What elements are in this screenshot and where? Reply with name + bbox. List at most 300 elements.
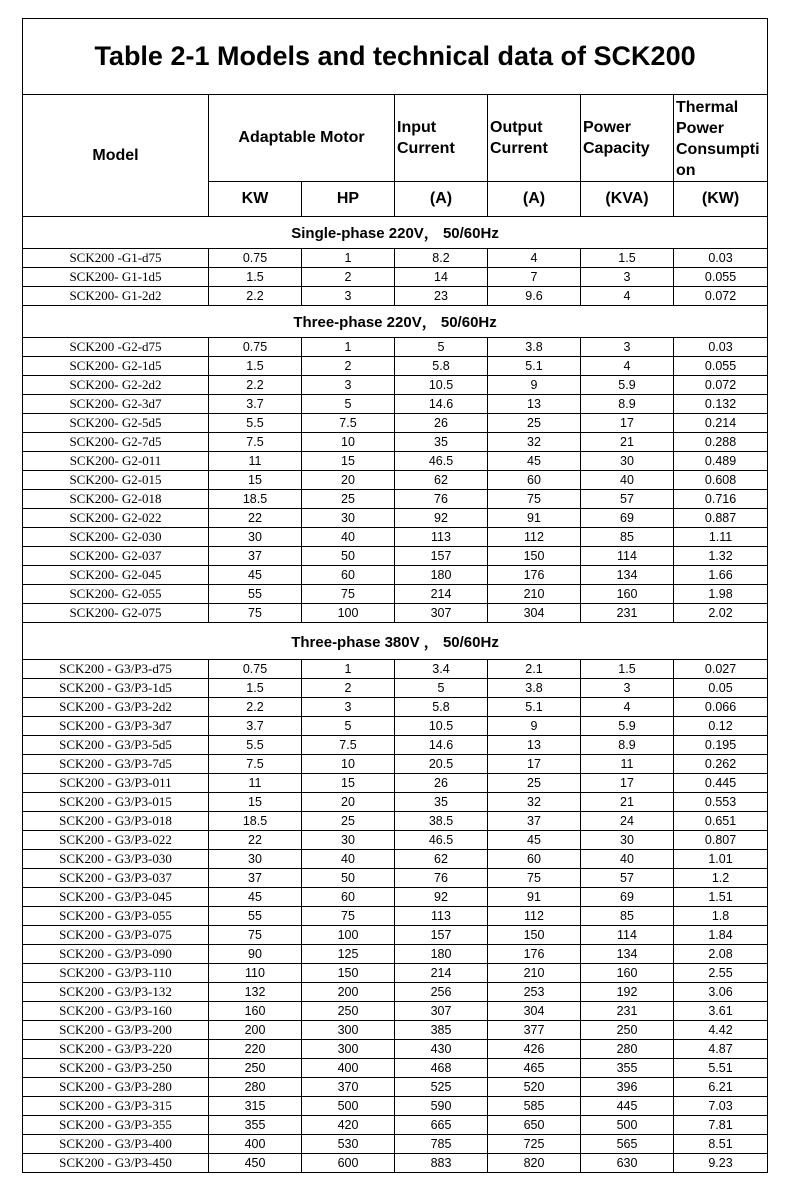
value-cell: 134	[581, 566, 674, 585]
value-cell: 11	[581, 755, 674, 774]
value-cell: 210	[488, 585, 581, 604]
value-cell: 468	[395, 1059, 488, 1078]
value-cell: 160	[581, 964, 674, 983]
model-cell: SCK200- G1-1d5	[23, 268, 209, 287]
value-cell: 9.6	[488, 287, 581, 306]
unit-input-a: (A)	[395, 182, 488, 217]
value-cell: 32	[488, 793, 581, 812]
value-cell: 3.61	[674, 1002, 768, 1021]
value-cell: 250	[302, 1002, 395, 1021]
table-row	[23, 376, 768, 395]
value-cell: 5	[395, 338, 488, 357]
value-cell: 3	[581, 338, 674, 357]
value-cell: 385	[395, 1021, 488, 1040]
value-cell: 62	[395, 850, 488, 869]
value-cell: 520	[488, 1078, 581, 1097]
model-cell: SCK200 - G3/P3-5d5	[23, 736, 209, 755]
value-cell: 0.445	[674, 774, 768, 793]
model-cell: SCK200- G2-5d5	[23, 414, 209, 433]
value-cell: 8.9	[581, 736, 674, 755]
value-cell: 430	[395, 1040, 488, 1059]
value-cell: 400	[209, 1135, 302, 1154]
value-cell: 0.608	[674, 471, 768, 490]
model-cell: SCK200- G2-2d2	[23, 376, 209, 395]
value-cell: 92	[395, 509, 488, 528]
value-cell: 14.6	[395, 395, 488, 414]
value-cell: 26	[395, 414, 488, 433]
value-cell: 210	[488, 964, 581, 983]
value-cell: 157	[395, 547, 488, 566]
value-cell: 1.5	[581, 660, 674, 679]
table-row	[23, 1135, 768, 1154]
value-cell: 112	[488, 528, 581, 547]
value-cell: 3	[302, 376, 395, 395]
value-cell: 9	[488, 376, 581, 395]
value-cell: 0.132	[674, 395, 768, 414]
header-model: Model	[23, 95, 209, 217]
value-cell: 4.87	[674, 1040, 768, 1059]
value-cell: 420	[302, 1116, 395, 1135]
table-row	[23, 585, 768, 604]
value-cell: 400	[302, 1059, 395, 1078]
value-cell: 22	[209, 831, 302, 850]
table-row	[23, 907, 768, 926]
model-cell: SCK200 - G3/P3-220	[23, 1040, 209, 1059]
model-cell: SCK200 - G3/P3-045	[23, 888, 209, 907]
header-power-capacity-l1: Power	[583, 119, 632, 136]
value-cell: 35	[395, 433, 488, 452]
value-cell: 45	[488, 452, 581, 471]
value-cell: 180	[395, 566, 488, 585]
header-thermal-l3: Consumpti	[676, 141, 760, 158]
value-cell: 307	[395, 604, 488, 623]
value-cell: 1.84	[674, 926, 768, 945]
model-cell: SCK200- G2-1d5	[23, 357, 209, 376]
model-cell: SCK200 - G3/P3-055	[23, 907, 209, 926]
value-cell: 100	[302, 604, 395, 623]
table-row	[23, 1059, 768, 1078]
value-cell: 3.7	[209, 717, 302, 736]
section-row	[23, 306, 768, 338]
value-cell: 15	[302, 452, 395, 471]
value-cell: 40	[581, 471, 674, 490]
model-cell: SCK200- G2-030	[23, 528, 209, 547]
value-cell: 37	[488, 812, 581, 831]
value-cell: 35	[395, 793, 488, 812]
value-cell: 192	[581, 983, 674, 1002]
value-cell: 0.03	[674, 338, 768, 357]
table-row	[23, 547, 768, 566]
value-cell: 0.262	[674, 755, 768, 774]
value-cell: 2	[302, 268, 395, 287]
value-cell: 214	[395, 585, 488, 604]
value-cell: 10.5	[395, 376, 488, 395]
value-cell: 160	[581, 585, 674, 604]
table-row	[23, 604, 768, 623]
value-cell: 22	[209, 509, 302, 528]
section-label: Three-phase 380V ， 50/60Hz	[23, 623, 768, 660]
value-cell: 8.51	[674, 1135, 768, 1154]
table-row	[23, 566, 768, 585]
value-cell: 160	[209, 1002, 302, 1021]
value-cell: 75	[488, 490, 581, 509]
table-row	[23, 249, 768, 268]
value-cell: 60	[488, 850, 581, 869]
value-cell: 231	[581, 1002, 674, 1021]
value-cell: 25	[488, 414, 581, 433]
model-cell: SCK200- G2-7d5	[23, 433, 209, 452]
value-cell: 113	[395, 907, 488, 926]
value-cell: 280	[581, 1040, 674, 1059]
value-cell: 377	[488, 1021, 581, 1040]
value-cell: 17	[581, 774, 674, 793]
value-cell: 3.7	[209, 395, 302, 414]
value-cell: 112	[488, 907, 581, 926]
value-cell: 2.1	[488, 660, 581, 679]
value-cell: 3.06	[674, 983, 768, 1002]
value-cell: 1.5	[209, 679, 302, 698]
value-cell: 23	[395, 287, 488, 306]
value-cell: 2	[302, 357, 395, 376]
value-cell: 30	[581, 452, 674, 471]
value-cell: 75	[302, 585, 395, 604]
value-cell: 650	[488, 1116, 581, 1135]
section-row	[23, 623, 768, 660]
value-cell: 30	[302, 831, 395, 850]
model-cell: SCK200 - G3/P3-022	[23, 831, 209, 850]
model-cell: SCK200 - G3/P3-037	[23, 869, 209, 888]
value-cell: 2.2	[209, 376, 302, 395]
value-cell: 5	[302, 717, 395, 736]
value-cell: 0.055	[674, 268, 768, 287]
value-cell: 7.5	[209, 433, 302, 452]
table-row	[23, 831, 768, 850]
value-cell: 2	[302, 679, 395, 698]
unit-output-a: (A)	[488, 182, 581, 217]
unit-kva: (KVA)	[581, 182, 674, 217]
value-cell: 1.2	[674, 869, 768, 888]
value-cell: 307	[395, 1002, 488, 1021]
value-cell: 0.055	[674, 357, 768, 376]
value-cell: 76	[395, 869, 488, 888]
model-cell: SCK200- G2-075	[23, 604, 209, 623]
value-cell: 17	[488, 755, 581, 774]
table-row	[23, 926, 768, 945]
value-cell: 0.072	[674, 287, 768, 306]
value-cell: 5.1	[488, 698, 581, 717]
value-cell: 32	[488, 433, 581, 452]
value-cell: 14.6	[395, 736, 488, 755]
value-cell: 0.214	[674, 414, 768, 433]
value-cell: 30	[581, 831, 674, 850]
model-cell: SCK200- G2-045	[23, 566, 209, 585]
table-row	[23, 1021, 768, 1040]
value-cell: 91	[488, 509, 581, 528]
value-cell: 585	[488, 1097, 581, 1116]
value-cell: 465	[488, 1059, 581, 1078]
value-cell: 1	[302, 338, 395, 357]
unit-hp: HP	[302, 182, 395, 217]
value-cell: 1.01	[674, 850, 768, 869]
model-cell: SCK200 - G3/P3-015	[23, 793, 209, 812]
model-cell: SCK200 - G3/P3-160	[23, 1002, 209, 1021]
model-cell: SCK200 - G3/P3-d75	[23, 660, 209, 679]
value-cell: 0.75	[209, 660, 302, 679]
header-power-capacity	[581, 95, 674, 182]
header-adaptable-motor: Adaptable Motor	[209, 95, 395, 182]
table-row	[23, 983, 768, 1002]
value-cell: 7.5	[302, 736, 395, 755]
table-title: Table 2-1 Models and technical data of SCK200	[23, 19, 768, 95]
header-thermal-l2: Power	[676, 120, 725, 137]
value-cell: 530	[302, 1135, 395, 1154]
value-cell: 590	[395, 1097, 488, 1116]
value-cell: 46.5	[395, 452, 488, 471]
value-cell: 665	[395, 1116, 488, 1135]
value-cell: 1.66	[674, 566, 768, 585]
value-cell: 3	[302, 287, 395, 306]
value-cell: 7	[488, 268, 581, 287]
value-cell: 9.23	[674, 1154, 768, 1173]
value-cell: 20	[302, 471, 395, 490]
value-cell: 17	[581, 414, 674, 433]
model-cell: SCK200 - G3/P3-075	[23, 926, 209, 945]
model-cell: SCK200 - G3/P3-400	[23, 1135, 209, 1154]
table-row	[23, 395, 768, 414]
value-cell: 3.8	[488, 338, 581, 357]
model-cell: SCK200 - G3/P3-1d5	[23, 679, 209, 698]
value-cell: 500	[302, 1097, 395, 1116]
value-cell: 2.2	[209, 698, 302, 717]
value-cell: 2.55	[674, 964, 768, 983]
value-cell: 0.066	[674, 698, 768, 717]
value-cell: 150	[488, 926, 581, 945]
value-cell: 15	[302, 774, 395, 793]
value-cell: 5.1	[488, 357, 581, 376]
value-cell: 220	[209, 1040, 302, 1059]
value-cell: 14	[395, 268, 488, 287]
value-cell: 134	[581, 945, 674, 964]
value-cell: 30	[209, 528, 302, 547]
value-cell: 304	[488, 604, 581, 623]
value-cell: 5.5	[209, 736, 302, 755]
value-cell: 0.887	[674, 509, 768, 528]
value-cell: 11	[209, 452, 302, 471]
value-cell: 176	[488, 945, 581, 964]
model-cell: SCK200 - G3/P3-315	[23, 1097, 209, 1116]
value-cell: 0.651	[674, 812, 768, 831]
value-cell: 5.8	[395, 698, 488, 717]
value-cell: 3.8	[488, 679, 581, 698]
value-cell: 55	[209, 907, 302, 926]
value-cell: 1.5	[209, 357, 302, 376]
section-row	[23, 217, 768, 249]
value-cell: 132	[209, 983, 302, 1002]
value-cell: 1	[302, 249, 395, 268]
value-cell: 75	[488, 869, 581, 888]
table-row	[23, 736, 768, 755]
value-cell: 7.5	[209, 755, 302, 774]
model-cell: SCK200 - G3/P3-030	[23, 850, 209, 869]
value-cell: 176	[488, 566, 581, 585]
value-cell: 200	[302, 983, 395, 1002]
value-cell: 150	[488, 547, 581, 566]
value-cell: 0.072	[674, 376, 768, 395]
table-row	[23, 850, 768, 869]
value-cell: 18.5	[209, 490, 302, 509]
value-cell: 60	[302, 888, 395, 907]
table-row	[23, 1002, 768, 1021]
value-cell: 21	[581, 793, 674, 812]
model-cell: SCK200- G2-018	[23, 490, 209, 509]
value-cell: 304	[488, 1002, 581, 1021]
value-cell: 24	[581, 812, 674, 831]
value-cell: 40	[302, 528, 395, 547]
value-cell: 13	[488, 736, 581, 755]
value-cell: 214	[395, 964, 488, 983]
value-cell: 1.32	[674, 547, 768, 566]
value-cell: 600	[302, 1154, 395, 1173]
table-row	[23, 755, 768, 774]
value-cell: 75	[302, 907, 395, 926]
model-cell: SCK200 - G3/P3-011	[23, 774, 209, 793]
value-cell: 11	[209, 774, 302, 793]
value-cell: 6.21	[674, 1078, 768, 1097]
value-cell: 20.5	[395, 755, 488, 774]
model-cell: SCK200- G2-022	[23, 509, 209, 528]
value-cell: 2.08	[674, 945, 768, 964]
unit-kw: KW	[209, 182, 302, 217]
table-row	[23, 509, 768, 528]
value-cell: 113	[395, 528, 488, 547]
value-cell: 0.716	[674, 490, 768, 509]
value-cell: 7.5	[302, 414, 395, 433]
value-cell: 15	[209, 793, 302, 812]
table-row	[23, 869, 768, 888]
table-row	[23, 698, 768, 717]
value-cell: 200	[209, 1021, 302, 1040]
model-cell: SCK200 - G3/P3-200	[23, 1021, 209, 1040]
model-cell: SCK200 - G3/P3-280	[23, 1078, 209, 1097]
header-output-current	[488, 95, 581, 182]
value-cell: 15	[209, 471, 302, 490]
value-cell: 37	[209, 869, 302, 888]
value-cell: 18.5	[209, 812, 302, 831]
value-cell: 114	[581, 547, 674, 566]
spec-table	[22, 18, 768, 1173]
model-cell: SCK200 - G3/P3-355	[23, 1116, 209, 1135]
value-cell: 13	[488, 395, 581, 414]
table-row	[23, 452, 768, 471]
model-cell: SCK200 - G3/P3-018	[23, 812, 209, 831]
value-cell: 1.5	[581, 249, 674, 268]
table-row	[23, 287, 768, 306]
model-cell: SCK200 - G3/P3-250	[23, 1059, 209, 1078]
table-row	[23, 793, 768, 812]
value-cell: 37	[209, 547, 302, 566]
value-cell: 180	[395, 945, 488, 964]
table-row	[23, 812, 768, 831]
value-cell: 75	[209, 926, 302, 945]
value-cell: 5	[395, 679, 488, 698]
model-cell: SCK200- G2-037	[23, 547, 209, 566]
value-cell: 110	[209, 964, 302, 983]
header-input-current-l1: Input	[397, 119, 437, 136]
value-cell: 3	[581, 268, 674, 287]
value-cell: 1.5	[209, 268, 302, 287]
model-cell: SCK200- G1-2d2	[23, 287, 209, 306]
value-cell: 57	[581, 869, 674, 888]
value-cell: 4	[488, 249, 581, 268]
value-cell: 10	[302, 755, 395, 774]
table-row	[23, 888, 768, 907]
table-row	[23, 774, 768, 793]
value-cell: 0.288	[674, 433, 768, 452]
value-cell: 565	[581, 1135, 674, 1154]
value-cell: 62	[395, 471, 488, 490]
table-row	[23, 964, 768, 983]
value-cell: 0.75	[209, 249, 302, 268]
table-row	[23, 268, 768, 287]
value-cell: 150	[302, 964, 395, 983]
value-cell: 525	[395, 1078, 488, 1097]
value-cell: 91	[488, 888, 581, 907]
value-cell: 4	[581, 287, 674, 306]
value-cell: 45	[209, 888, 302, 907]
value-cell: 5.9	[581, 376, 674, 395]
section-label: Three-phase 220V， 50/60Hz	[23, 306, 768, 338]
value-cell: 1.98	[674, 585, 768, 604]
value-cell: 55	[209, 585, 302, 604]
value-cell: 0.027	[674, 660, 768, 679]
value-cell: 300	[302, 1040, 395, 1059]
value-cell: 5.51	[674, 1059, 768, 1078]
header-thermal	[674, 95, 768, 182]
value-cell: 85	[581, 528, 674, 547]
value-cell: 2.02	[674, 604, 768, 623]
value-cell: 5.9	[581, 717, 674, 736]
header-thermal-l4: on	[676, 162, 696, 179]
value-cell: 50	[302, 547, 395, 566]
value-cell: 315	[209, 1097, 302, 1116]
value-cell: 20	[302, 793, 395, 812]
model-cell: SCK200 - G3/P3-450	[23, 1154, 209, 1173]
value-cell: 820	[488, 1154, 581, 1173]
value-cell: 5.5	[209, 414, 302, 433]
value-cell: 3	[581, 679, 674, 698]
value-cell: 0.12	[674, 717, 768, 736]
value-cell: 8.9	[581, 395, 674, 414]
header-input-current	[395, 95, 488, 182]
table-row	[23, 945, 768, 964]
model-cell: SCK200 -G1-d75	[23, 249, 209, 268]
value-cell: 9	[488, 717, 581, 736]
table-row	[23, 490, 768, 509]
model-cell: SCK200 -G2-d75	[23, 338, 209, 357]
value-cell: 30	[209, 850, 302, 869]
value-cell: 10	[302, 433, 395, 452]
table-row	[23, 414, 768, 433]
value-cell: 100	[302, 926, 395, 945]
value-cell: 4	[581, 698, 674, 717]
value-cell: 3.4	[395, 660, 488, 679]
value-cell: 25	[488, 774, 581, 793]
table-row	[23, 528, 768, 547]
value-cell: 300	[302, 1021, 395, 1040]
value-cell: 69	[581, 509, 674, 528]
value-cell: 250	[581, 1021, 674, 1040]
value-cell: 450	[209, 1154, 302, 1173]
